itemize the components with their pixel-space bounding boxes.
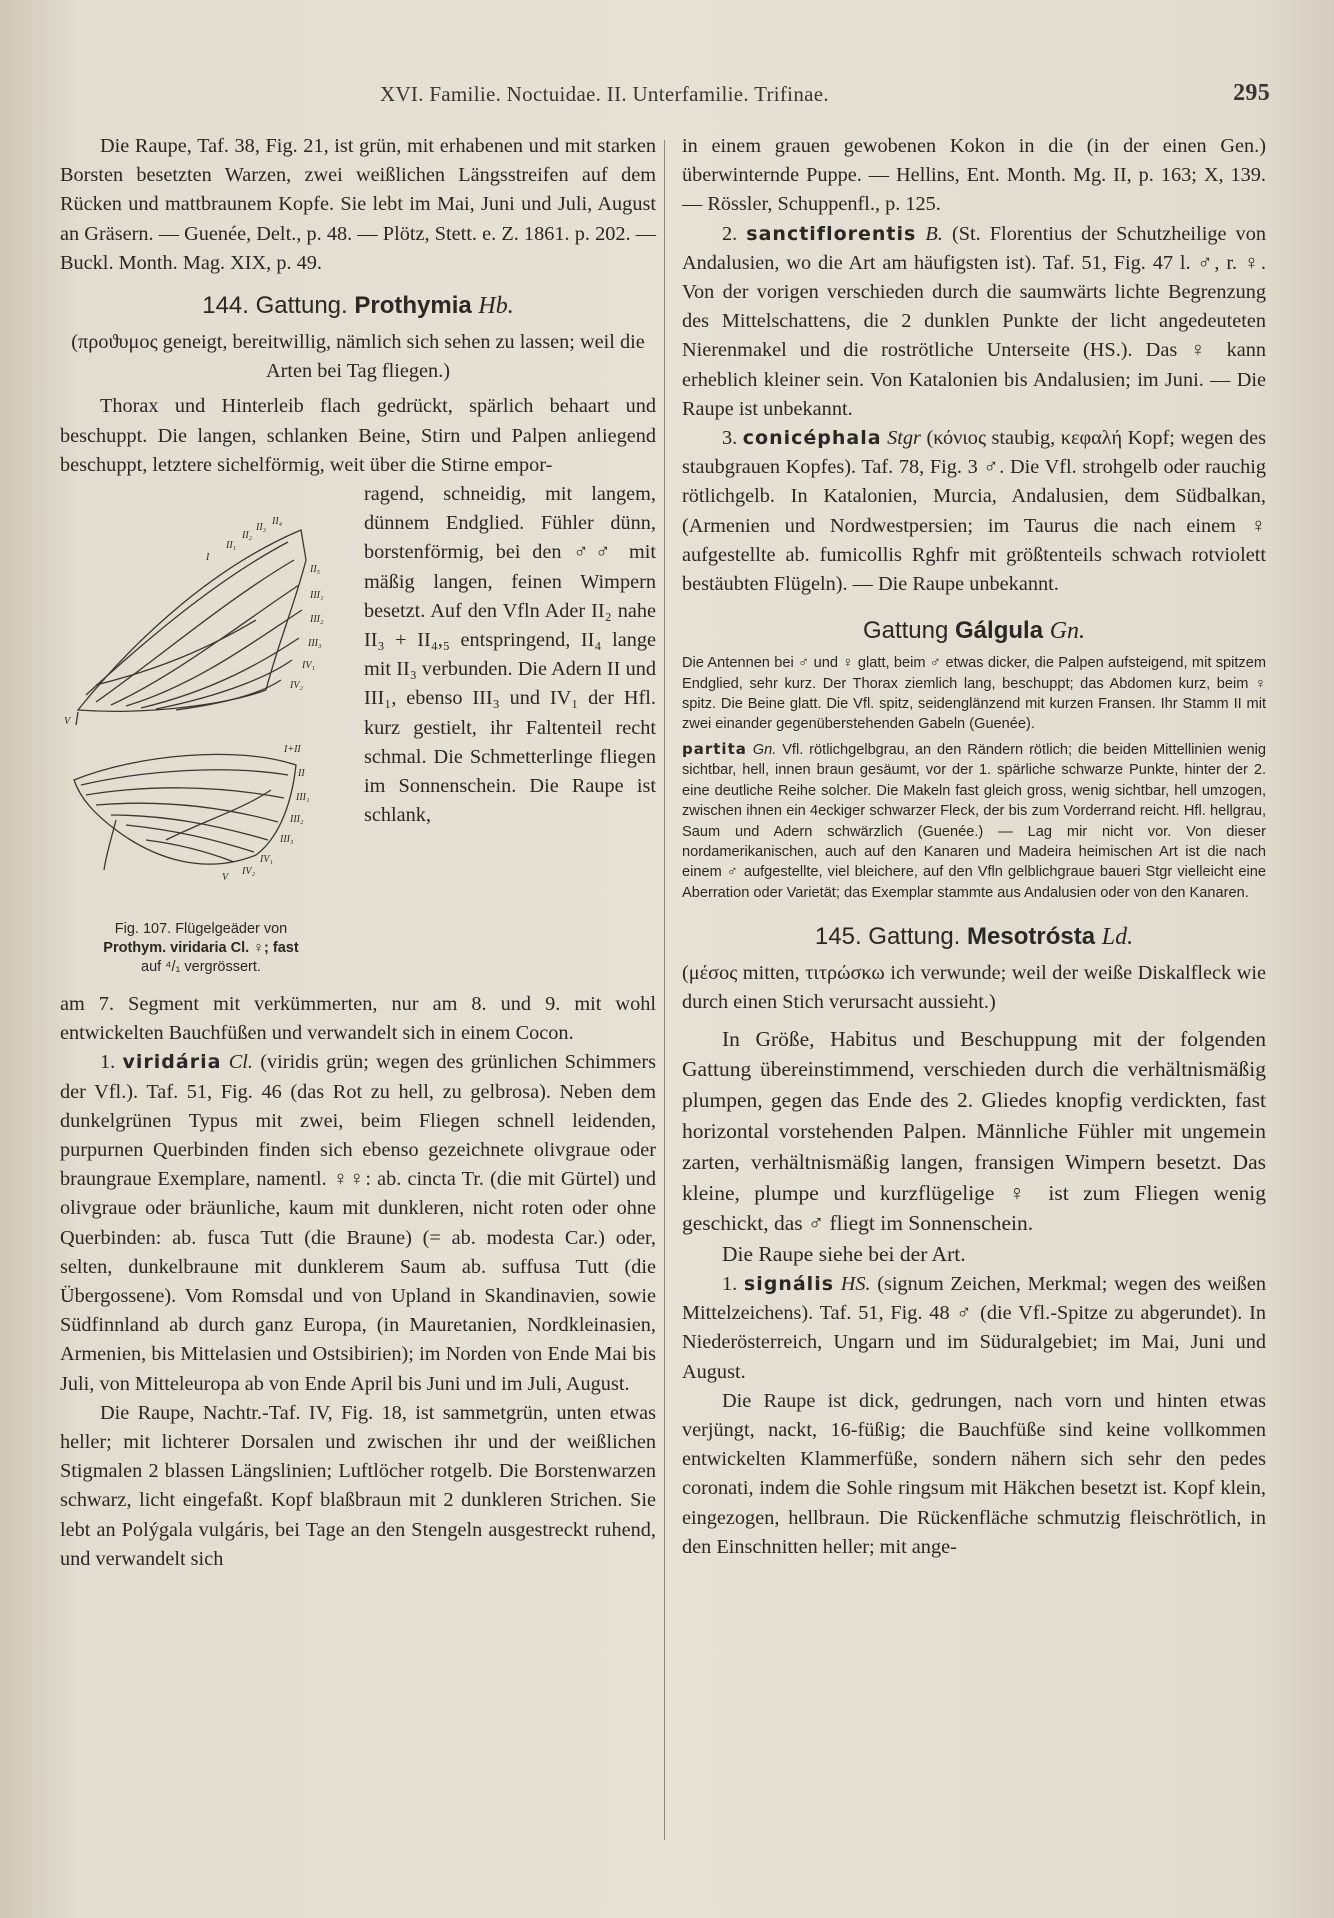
vein-label: IV₁ [260,854,273,866]
genus-number: 145. Gattung. [814,923,961,951]
genus-heading-galgula [682,615,1266,647]
genus-author: Hb. [478,293,514,320]
genus-name: Prothymia [354,292,472,320]
genus-name: Gálgula [955,617,1044,645]
genus-description-tail: am 7. Segment mit verkümmerten, nur am 8. und 9. mit wohl entwickelten Bauchfüßen und verwandelt sich in einem Cocon. [60,993,656,1045]
vein-label: IV₂ [242,866,255,878]
species-entry-sanctiflorentis [682,220,1266,424]
species-number: 1. [100,1051,116,1074]
genus-heading-145 [682,921,1266,953]
vein-label: III₃ [280,834,294,846]
caption-line: Prothym. viridaria Cl. ♀; fast [103,940,299,957]
vein-label: II₅ [310,564,321,576]
genus-etymology: (προϑυμος geneigt, bereitwillig, nämlich sich sehen zu lassen; weil die Arten bei Tag fliegen.) [71,331,645,383]
genus-description-mesotrosta: In Größe, Habitus und Beschuppung mit der folgenden Gattung übereinstimmend, verschieden durch die verhältnismäßig plumpen, gegen das Ende des 2. Gliedes knopfig verdickten, fast horizontal vorstehenden Palpen. Männliche Fühler mit ungemein zarten, verhältnismäßig langen, fransigen Wimpern besetzt. Das kleine, plumpe und kurzflügelige ♀ ist zum Fliegen wenig geschickt, das ♂ fliegt im Sonnenschein. [682,1026,1266,1236]
page-number: 295 [1233,80,1270,106]
genus-author: Gn. [1049,618,1086,645]
species-number: 1. [722,1272,738,1295]
vein-label: III₂ [290,814,304,826]
species-entry-signalis [682,1270,1266,1387]
species-text: Vfl. rötlichgelbgrau, an den Rändern rötlich; die beiden Mittellinien wenig sichtbar, hell, innen braun gesäumt, vor der 1. spärliche schwarze Punkte, hinter der 2. eine deutliche Reihe solcher. Die Makeln fast gleich gross, wenig sichtbar, hell umzogen, zwischen ihnen ein 4eckiger schwarzer Fleck, der bis zum Vorderrand reicht. Hfl. hellgrau, Saum und Adern schwärzlich (Guenée.) — Lag mir nicht vor. Von dieser nordamerikanischen, auch auf den Kanaren und Madeira heimischen Art ist die nach einem ♂ aufgestellte, viel bleichere, auf den Vfln gelblichgraue baueri Stgr vielleicht eine Aberration oder Varietät; das Exemplar stammte aus Andalusien oder von den Kanaren. [682,741,1266,901]
species-text: (κόνιος staubig, κεφαλή Kopf; wegen des staubgrauen Kopfes). Taf. 78, Fig. 3 ♂. Die Vfl. strohgelb oder rauchig rötlichgelb. In Katalonien, Murcia, Andalusien, dem Südbalkan, (Armenien und Nordwestpersien; im Taurus die nach einem ♀ aufgestellte ab. fumicollis Rghfr mit größtenteils schwach rotviolett bestäubten Flügeln). — Die Raupe unbekannt. [682,427,1267,596]
paragraph-raupe-viridaria: Die Raupe, Nachtr.-Taf. IV, Fig. 18, ist sammetgrün, unten etwas heller; mit lichterer Dorsalen und zwischen ihr und der weißlichen Stigmalen 2 blassen Längslinien; Luftlöcher rotgelb. Die Borstenwarzen schwarz, licht eingefaßt. Kopf blaßbraun mit 2 dunkleren Strichen. Sie lebt an Polýgala vulgáris, bei Tage an den Stengeln ausgestreckt ruhend, und verwandelt sich [60,1401,656,1570]
vein-label: I+II [284,744,301,756]
wing-venation-figure [56,480,356,990]
vein-label: II₁ [226,540,237,552]
genus-heading-144 [60,290,656,322]
caption-line: auf ⁴/₁ vergrössert. [141,959,261,976]
vein-label: III₂ [310,614,324,626]
vein-label: II₄ [272,516,283,528]
paragraph-raupe-siehe: Die Raupe siehe bei der Art. [722,1242,966,1267]
genus-author: Ld. [1101,924,1134,951]
paragraph-raupe-prev: Die Raupe, Taf. 38, Fig. 21, ist grün, mit erhabenen und mit starken Borsten besetzten Warzen, zwei weißlichen Längsstreifen auf dem Rücken und mattbraunem Kopfe. Sie lebt im Mai, Juni und Juli, August an Gräsern. — Guenée, Delt., p. 48. — Plötz, Stett. e. Z. 1861. p. 202. — Buckl. Month. Mag. XIX, p. 49. [60,135,656,274]
figure-caption [56,920,346,977]
species-number: 3. [722,427,738,450]
species-name: conicéphala [742,427,882,450]
species-name: sanctiflorentis [746,222,917,245]
species-name: partita [682,739,747,758]
species-entry-partita [682,739,1266,903]
species-author: Gn. [752,741,777,758]
right-column [682,132,1266,1562]
species-name: signális [743,1272,835,1295]
galgula-description: Die Antennen bei ♂ und ♀ glatt, beim ♂ etwas dicker, die Palpen aufsteigend, mit spitzem Endglied, sehr kurz. Der Thorax ziemlich lang, beschuppt; das Abdomen kurz, beim ♀ spitz. Die Beine glatt. Die Vfl. spitz, seidenglänzend mit kurzen Fransen. Ihr Stamm II mit zwei einander gegenüberstehenden Gabeln (Guenée). [682,655,1266,733]
vein-label: III₁ [296,792,310,804]
vein-label: V [64,716,71,728]
species-author: Cl. [228,1051,253,1074]
species-number: 2. [722,222,738,245]
species-text: (signum Zeichen, Merkmal; wegen des weißen Mittelzeichens). Taf. 51, Fig. 48 ♂ (die Vfl.-Spitze zu abgerundet). In Niederösterreich, Ungarn und im Süduralgebiet; im Mai, Juni und August. [682,1272,1266,1383]
vein-label: II [298,768,305,780]
species-name: viridária [122,1051,222,1074]
species-text: (St. Florentius der Schutzheilige von Andalusien, wo die Art am häufigsten ist). Taf. 51, Fig. 47 l. ♂, r. ♀. Von der vorigen verschieden durch die saumwärts lichte Begrenzung des Mittelschattens, die 2 dunklen Punkte der licht angedeuteten Nierenmakel und die roströtliche Unterseite (HS.). Das ♀ kann erheblich kleiner sein. Von Katalonien bis Andalusien; im Juni. — Die Raupe ist unbekannt. [682,222,1266,420]
caption-line: Fig. 107. Flügelgeäder von [114,921,288,938]
genus-description-lead: Thorax und Hinterleib flach gedrückt, spärlich behaart und beschuppt. Die langen, schlanken Beine, Stirn und Palpen anliegend beschuppt, letztere sichelförmig, weit über die Stirne empor- [60,395,656,476]
left-column [60,132,656,1574]
paragraph-continued: in einem grauen gewobenen Kokon in die (in der einen Gen.) überwinternde Puppe. — Hellins, Ent. Month. Mg. II, p. 163; X, 139. — Rössler, Schuppenfl., p. 125. [682,135,1266,216]
running-title: XVI. Familie. Noctuidae. II. Unterfamilie. Trifinae. [380,82,829,106]
species-entry-conicephala [682,424,1266,599]
vein-label: III₁ [310,590,324,602]
genus-description-float: ragend, schneidig, mit langem, dünnem Endglied. Fühler dünn, borstenförmig, bei den ♂♂ mit mäßig langen, feinen Wimpern besetzt. Auf den Vfln Ader II₂ nahe II₃ + II₄,₅ entspringend, II₄ lange mit II₃ verbunden. Die Adern II und III₁, ebenso III₃ und IV₁ der Hfl. kurz gestielt, ihr Faltenteil recht schmal. Die Schmetterlinge fliegen im Sonnenschein. Die Raupe ist schlank, [364,483,656,827]
vein-label: IV₂ [290,680,303,692]
species-author: B. [925,222,943,245]
paragraph-raupe-signalis: Die Raupe ist dick, gedrungen, nach vorn und hinten etwas verjüngt, nackt, 16-füßig; die Bauchfüße sind keine vollkommen entwickelten Klammerfüße, sondern nähern sich sehr den pedes coronati, indem die Sohle ringsum mit Häkchen besetzt ist. Kopf klein, eingezogen, hellbraun. Die Rückenfläche schmutzig fleischrötlich, in den Einschnitten heller; mit ange- [682,1389,1266,1558]
species-entry-viridaria [60,1048,656,1398]
running-head [380,80,1270,112]
vein-label: III₃ [308,638,322,650]
genus-name: Mesotrósta [967,923,1096,951]
species-text: (viridis grün; wegen des grünlichen Schimmers der Vfl.). Taf. 51, Fig. 46 (das Rot zu hell, zu gelbrosa). Neben dem dunkelgrünen Typus mit zwei, beim Fliegen schnell leidenden, purpurnen Querbinden finden sich ebenso gezeichnete olivgraue oder braungraue Exemplare, namentl. ♀♀: ab. cincta Tr. (die mit Gürtel) und olivgraue oder bräunliche, kaum mit dunkleren, nicht roten oder ohne Querbinden: ab. fusca Tutt (die Braune) (= ab. modesta Car.) oder, selten, dunkelbraune mit dunklerem Saum ab. suffusa Tutt (die Übergossene). Vom Romsdal und von Upland in Skandinavien, sowie Südfinnland ab durch ganz Europa, (in Mauretanien, Nordkleinasien, Armenien, bis Mittelasien und Ostsibirien); im Norden von Ende Mai bis Juli, von Mitteleuropa ab von Ende April bis Juni und im Juli, August. [60,1051,656,1395]
vein-label: II₂ [242,530,253,542]
species-author: Stgr [887,427,921,450]
species-author: HS. [840,1272,871,1295]
genus-etymology: (μέσος mitten, τιτρώσκω ich verwunde; weil der weiße Diskalfleck wie durch einen Stich verursacht aussieht.) [682,962,1266,1014]
vein-label: I [206,552,210,564]
vein-label: II₃ [256,522,267,534]
wing-venation-diagram [56,480,356,920]
vein-label: IV₁ [302,660,315,672]
genus-number: 144. Gattung. [202,292,348,320]
genus-prefix: Gattung [862,617,949,645]
column-divider [664,140,665,1840]
vein-label: V [222,872,229,884]
